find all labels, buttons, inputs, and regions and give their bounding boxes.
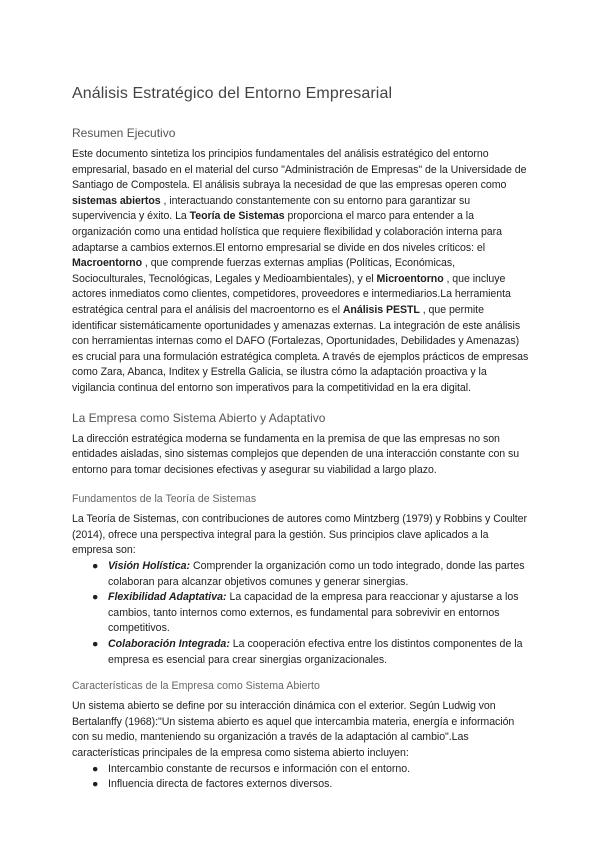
bold-term: sistemas abiertos	[72, 194, 161, 207]
document-body	[72, 84, 530, 793]
list-item-term: Flexibilidad Adaptativa:	[108, 591, 227, 604]
heading-fundamentos: Fundamentos de la Teoría de Sistemas	[72, 493, 257, 506]
empresa-paragraph: La dirección estratégica moderna se fundamenta en la premisa de que las empresas no son entidades aisladas, sino sistemas complejos que dependen de una interacción constante con su entorno para tomar decisiones efectivas y asegurar su viabilidad a largo plazo.	[72, 432, 520, 476]
list-item-text: Comprender la organización como un todo integrado, donde las partes colaboran para alcanzar objetivos comunes y generar sinergias.	[108, 560, 525, 588]
list-item	[92, 559, 530, 590]
heading-empresa-sistema-abierto: La Empresa como Sistema Abierto y Adaptativo	[72, 410, 326, 425]
bullet-icon: ●	[92, 638, 99, 651]
fundamentos-list	[72, 559, 530, 668]
bold-term: Macroentorno	[72, 257, 143, 270]
list-item-text: La cooperación efectiva entre los distintos componentes de la empresa es esencial para crear sinergias organizacionales.	[108, 638, 523, 666]
text-run: , que incluye actores inmediatos como clientes, competidores, proveedores e intermediarios.La herramienta estratégica central para el análisis del macroentorno es el	[72, 272, 511, 316]
list-item	[92, 777, 530, 793]
list-item	[92, 762, 530, 778]
bullet-icon: ●	[92, 778, 99, 791]
bullet-icon: ●	[92, 762, 99, 775]
text-run: Este documento sintetiza los principios fundamentales del análisis estratégico del entorno empresarial, basado en el material del curso "Administración de Empresas" de la Universidade de Santiago de Compostela. El análisis subraya la necesidad de que las empresas operen como	[72, 148, 527, 192]
list-item-text: Intercambio constante de recursos e información con el entorno.	[108, 762, 411, 775]
list-item-text: La capacidad de la empresa para reaccionar y ajustarse a los cambios, tanto internos como externos, es fundamental para sobrevivir en entornos competitivos.	[108, 591, 519, 635]
text-run: , que permite identificar sistemáticamente oportunidades y amenazas externas. La integración de este análisis con herramientas internas como el DAFO (Fortalezas, Oportunidades, Debilidades y Amenazas) es crucial para una formulación estratégica completa. A través de ejemplos prácticos de empresas como Zara, Abanca, Inditex y Estrella Galicia, se ilustra cómo la adaptación proactiva y la vigilancia continua del entorno son imperativos para la competitividad en la era digital.	[72, 303, 529, 394]
bold-term: Análisis PESTL	[342, 303, 420, 316]
caracteristicas-list	[72, 762, 530, 793]
resumen-paragraph	[72, 147, 530, 397]
fundamentos-intro: La Teoría de Sistemas, con contribuciones de autores como Mintzberg (1979) y Robbins y Coulter (2014), ofrece una perspectiva integral para la gestión. Sus principios clave aplicados a la empresa son:	[72, 513, 527, 557]
caracteristicas-paragraph: Un sistema abierto se define por su interacción dinámica con el exterior. Según Ludwig von Bertalanffy (1968):"Un sistema abierto es aquel que intercambia materia, energía e información con su medio, manteniendo su organización a través de la adaptación al cambio".Las características principales de la empresa como sistema abierto incluyen:	[72, 700, 515, 759]
bold-term: Microentorno	[376, 272, 444, 285]
text-run: , que comprende fuerzas externas amplias (Políticas, Económicas, Socioculturales, Tecnológicas, Legales y Medioambientales), y el	[72, 257, 455, 285]
list-item-text: Influencia directa de factores externos diversos.	[108, 778, 333, 791]
text-run: proporciona el marco para entender a la organización como una entidad holística que requiere flexibilidad y colaboración interna para adaptarse a cambios externos.El entorno empresarial se divide en dos niveles críticos: el	[72, 210, 502, 254]
list-item-term: Visión Holística:	[108, 560, 191, 573]
text-run: , interactuando constantemente con su entorno para garantizar su supervivencia y éxito. La	[72, 194, 471, 223]
list-item-term: Colaboración Integrada:	[108, 638, 230, 651]
heading-resumen-ejecutivo: Resumen Ejecutivo	[72, 126, 176, 140]
document-title: Análisis Estratégico del Entorno Empresarial	[72, 85, 393, 102]
list-item	[92, 590, 530, 637]
bold-term: Teoría de Sistemas	[189, 210, 285, 223]
bullet-icon: ●	[92, 560, 99, 573]
heading-caracteristicas: Características de la Empresa como Sistema Abierto	[72, 680, 320, 693]
bullet-icon: ●	[92, 591, 99, 604]
list-item	[92, 637, 530, 668]
